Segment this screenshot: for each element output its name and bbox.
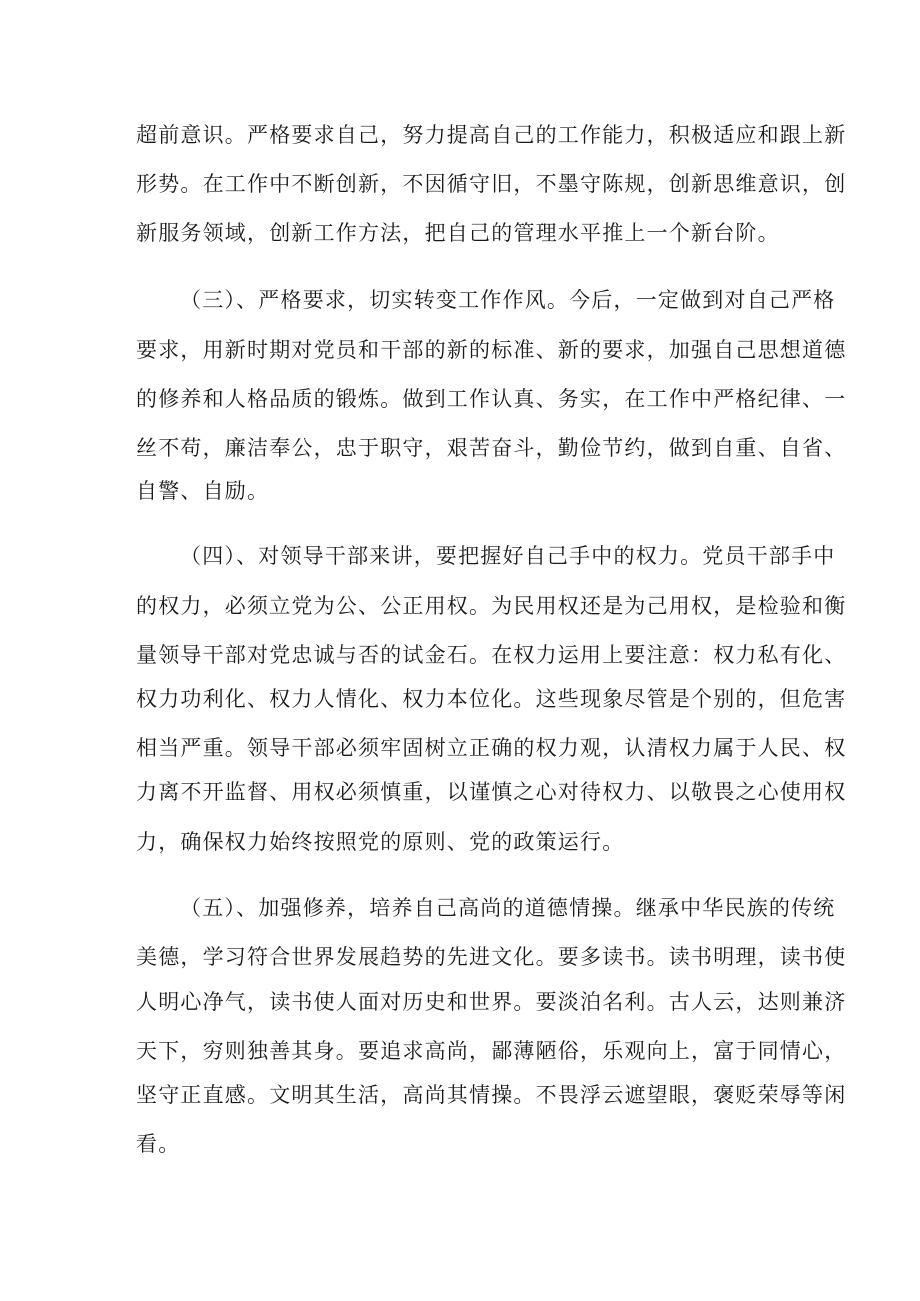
paragraph-2-line-3: 的修养和人格品质的锻炼。做到工作认真、务实，在工作中严格纪律、一 bbox=[136, 387, 847, 411]
paragraph-1-line-3: 新服务领域，创新工作方法，把自己的管理水平推上一个新台阶。 bbox=[136, 221, 780, 245]
paragraph-2-line-1: （三）、严格要求，切实转变工作作风。今后，一定做到对自己严格 bbox=[180, 288, 836, 312]
paragraph-3-line-5: 相当严重。领导干部必须牢固树立正确的权力观，认清权力属于人民、权 bbox=[136, 736, 847, 760]
paragraph-3-line-1: （四）、对领导干部来讲，要把握好自己手中的权力。党员干部手中 bbox=[180, 544, 836, 568]
paragraph-4-line-5: 坚守正直感。文明其生活，高尚其情操。不畏浮云遮望眼，褒贬荣辱等闲 bbox=[136, 1083, 847, 1107]
paragraph-2-line-4: 丝不苟，廉洁奉公，忠于职守，艰苦奋斗，勤俭节约，做到自重、自省、 bbox=[136, 436, 847, 460]
paragraph-4-line-6: 看。 bbox=[136, 1132, 181, 1156]
paragraph-3-line-7: 力，确保权力始终按照党的原则、党的政策运行。 bbox=[136, 830, 625, 854]
paragraph-4-line-4: 天下，穷则独善其身。要追求高尚，鄙薄陋俗，乐观向上，富于同情心， bbox=[136, 1039, 847, 1063]
paragraph-4-line-2: 美德，学习符合世界发展趋势的先进文化。要多读书。读书明理，读书使 bbox=[136, 945, 847, 969]
paragraph-2-line-2: 要求，用新时期对党员和干部的新的标准、新的要求，加强自己思想道德 bbox=[136, 338, 847, 362]
paragraph-1-line-2: 形势。在工作中不断创新，不因循守旧，不墨守陈规，创新思维意识，创 bbox=[136, 172, 847, 196]
paragraph-2-line-5: 自警、自励。 bbox=[136, 479, 270, 503]
paragraph-3-line-6: 力离不开监督、用权必须慎重，以谨慎之心对待权力、以敬畏之心使用权 bbox=[136, 780, 847, 804]
paragraph-4-line-1: （五）、加强修养，培养自己高尚的道德情操。继承中华民族的传统 bbox=[180, 896, 836, 920]
paragraph-3-line-3: 量领导干部对党忠诚与否的试金石。在权力运用上要注意：权力私有化、 bbox=[136, 643, 847, 667]
paragraph-4-line-3: 人明心净气，读书使人面对历史和世界。要淡泊名利。古人云，达则兼济 bbox=[136, 990, 847, 1014]
paragraph-3-line-2: 的权力，必须立党为公、公正用权。为民用权还是为己用权，是检验和衡 bbox=[136, 594, 847, 618]
paragraph-1-line-1: 超前意识。严格要求自己，努力提高自己的工作能力，积极适应和跟上新 bbox=[136, 123, 847, 147]
paragraph-3-line-4: 权力功利化、权力人情化、权力本位化。这些现象尽管是个别的，但危害 bbox=[136, 687, 847, 711]
